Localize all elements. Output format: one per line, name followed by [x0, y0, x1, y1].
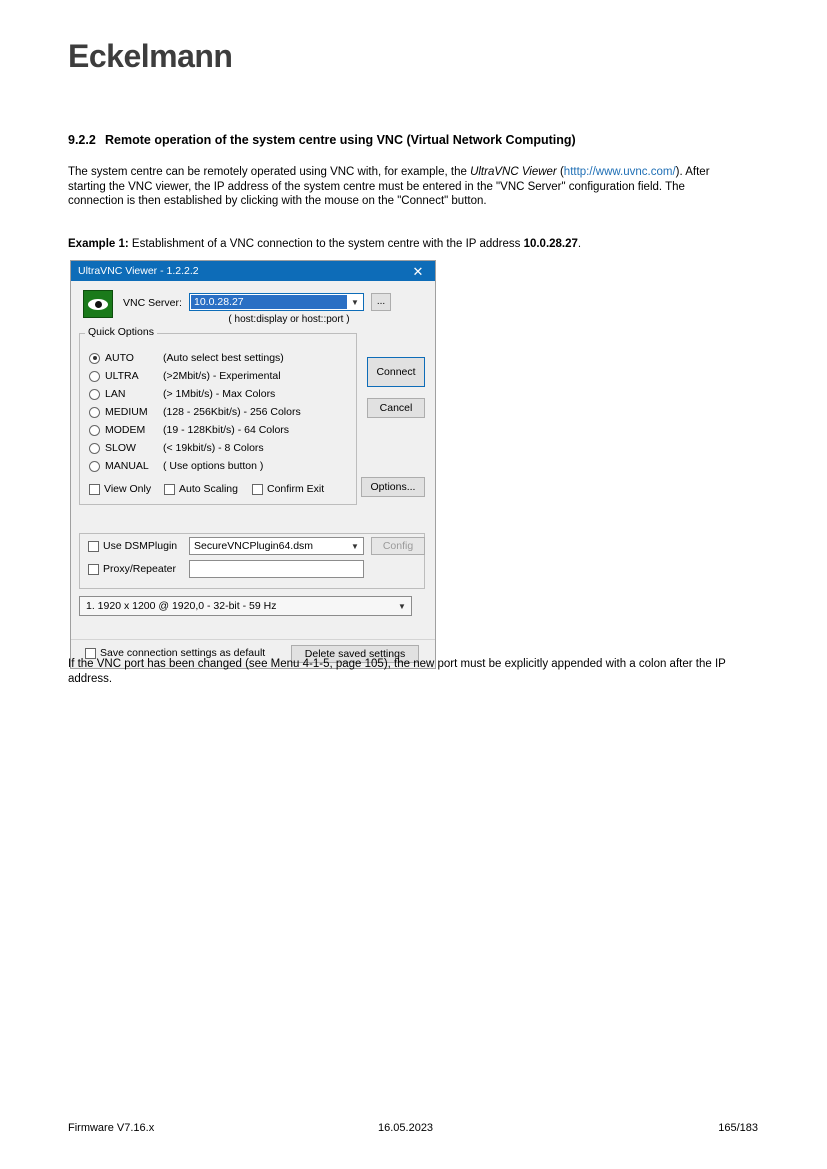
- vnc-server-value[interactable]: 10.0.28.27: [191, 295, 347, 309]
- quick-options-title: Quick Options: [85, 326, 157, 338]
- dsmplugin-combobox[interactable]: [189, 537, 364, 555]
- radio-icon[interactable]: [89, 461, 100, 472]
- checkbox-icon[interactable]: [88, 564, 99, 575]
- intro-paragraph: [68, 165, 728, 209]
- paragraph-part2: (: [556, 166, 564, 178]
- window-title: UltraVNC Viewer - 1.2.2.2: [78, 265, 199, 277]
- checkbox-proxy-repeater[interactable]: [88, 563, 176, 575]
- checkbox-view-only[interactable]: [89, 483, 151, 495]
- checkbox-label: Proxy/Repeater: [103, 563, 176, 575]
- delete-saved-settings-button[interactable]: Delete saved settings: [291, 645, 419, 663]
- footer-date: 16.05.2023: [378, 1122, 434, 1134]
- radio-description: (128 - 256Kbit/s) - 256 Colors: [163, 406, 301, 418]
- radio-option-manual[interactable]: [89, 460, 263, 472]
- radio-description: (> 1Mbit/s) - Max Colors: [163, 388, 276, 400]
- radio-icon[interactable]: [89, 443, 100, 454]
- example-line: [68, 237, 768, 252]
- radio-label: MODEM: [105, 424, 146, 436]
- radio-option-modem[interactable]: [89, 424, 289, 436]
- checkbox-label: Confirm Exit: [267, 483, 325, 495]
- radio-description: (Auto select best settings): [163, 352, 284, 364]
- close-icon[interactable]: ✕: [412, 263, 424, 279]
- radio-icon[interactable]: [89, 407, 100, 418]
- ultravnc-viewer-window: [70, 260, 436, 669]
- dsmplugin-value: SecureVNCPlugin64.dsm: [194, 540, 314, 552]
- paragraph-italic: UltraVNC Viewer: [470, 166, 557, 178]
- company-logo: Eckelmann: [68, 38, 233, 74]
- vnc-server-combobox[interactable]: [189, 293, 364, 311]
- radio-label: SLOW: [105, 442, 136, 454]
- section-heading: [68, 133, 768, 147]
- host-display-hint: ( host:display or host::port ): [228, 314, 350, 325]
- resolution-combobox[interactable]: [79, 596, 412, 616]
- checkbox-icon[interactable]: [88, 541, 99, 552]
- radio-description: ( Use options button ): [163, 460, 264, 472]
- radio-label: MANUAL: [105, 460, 149, 472]
- chevron-down-icon[interactable]: ▼: [351, 541, 359, 551]
- radio-description: (19 - 128Kbit/s) - 64 Colors: [163, 424, 290, 436]
- radio-option-ultra[interactable]: [89, 370, 281, 382]
- chevron-down-icon[interactable]: ▼: [398, 601, 406, 611]
- radio-label: ULTRA: [105, 370, 139, 382]
- window-body: [71, 281, 435, 639]
- resolution-value: 1. 1920 x 1200 @ 1920,0 - 32-bit - 59 Hz: [86, 600, 277, 612]
- paragraph-part1: The system centre can be remotely operated using VNC with, for example, the: [68, 166, 471, 178]
- checkbox-icon[interactable]: [252, 484, 263, 495]
- browse-button[interactable]: ...: [371, 293, 391, 311]
- radio-option-slow[interactable]: [89, 442, 264, 454]
- options-button[interactable]: Options...: [361, 477, 425, 497]
- checkbox-icon[interactable]: [164, 484, 175, 495]
- example-period: .: [577, 238, 582, 250]
- example-text: Establishment of a VNC connection to the system centre with the IP address: [128, 238, 524, 250]
- checkbox-label: Save connection settings as default: [100, 647, 266, 659]
- radio-option-auto[interactable]: [89, 352, 284, 364]
- radio-description: (>2Mbit/s) - Experimental: [163, 370, 281, 382]
- radio-icon[interactable]: [89, 425, 100, 436]
- example-ip: 10.0.28.27: [523, 238, 578, 250]
- radio-option-lan[interactable]: [89, 388, 275, 400]
- radio-icon[interactable]: [89, 353, 100, 364]
- radio-icon[interactable]: [89, 389, 100, 400]
- section-number: 9.2.2: [68, 133, 96, 147]
- example-label: Example 1:: [68, 238, 129, 250]
- eye-pupil-shape: [95, 301, 102, 308]
- paragraph-part3: ). After starting the VNC viewer, the IP address of the system centre must be entered in the "VNC Server" configuration field. The connection is then established by clicking with the mouse on the "Connect" button.: [68, 166, 710, 208]
- radio-option-medium[interactable]: [89, 406, 301, 418]
- footer-firmware: Firmware V7.16.x: [68, 1122, 155, 1134]
- chevron-down-icon[interactable]: ▼: [351, 297, 359, 307]
- checkbox-icon[interactable]: [89, 484, 100, 495]
- window-titlebar: [71, 261, 435, 281]
- config-button[interactable]: Config: [371, 537, 425, 555]
- proxy-repeater-input[interactable]: [189, 560, 364, 578]
- radio-label: MEDIUM: [105, 406, 148, 418]
- radio-description: (< 19kbit/s) - 8 Colors: [163, 442, 264, 454]
- checkbox-use-dsmplugin[interactable]: [88, 540, 177, 552]
- closing-paragraph: If the VNC port has been changed (see Menu 4-1-5, page 105), the new port must be explicitly appended with a colon after the IP address.: [68, 658, 726, 685]
- eye-outer-shape: [88, 299, 108, 310]
- vnc-server-label: VNC Server:: [123, 297, 182, 309]
- radio-label: AUTO: [105, 352, 134, 364]
- checkbox-auto-scaling[interactable]: [164, 483, 238, 495]
- checkbox-label: Auto Scaling: [179, 483, 238, 495]
- radio-icon[interactable]: [89, 371, 100, 382]
- checkbox-label: View Only: [104, 483, 152, 495]
- radio-label: LAN: [105, 388, 126, 400]
- checkbox-confirm-exit[interactable]: [252, 483, 324, 495]
- checkbox-label: Use DSMPlugin: [103, 540, 178, 552]
- footer-page-number: 165/183: [718, 1122, 758, 1134]
- connect-button[interactable]: Connect: [367, 357, 425, 387]
- section-title: Remote operation of the system centre using VNC (Virtual Network Computing): [105, 133, 576, 147]
- ultravnc-eye-icon: [83, 290, 113, 318]
- uvnc-link[interactable]: htttp://www.uvnc.com/: [563, 166, 676, 178]
- cancel-button[interactable]: Cancel: [367, 398, 425, 418]
